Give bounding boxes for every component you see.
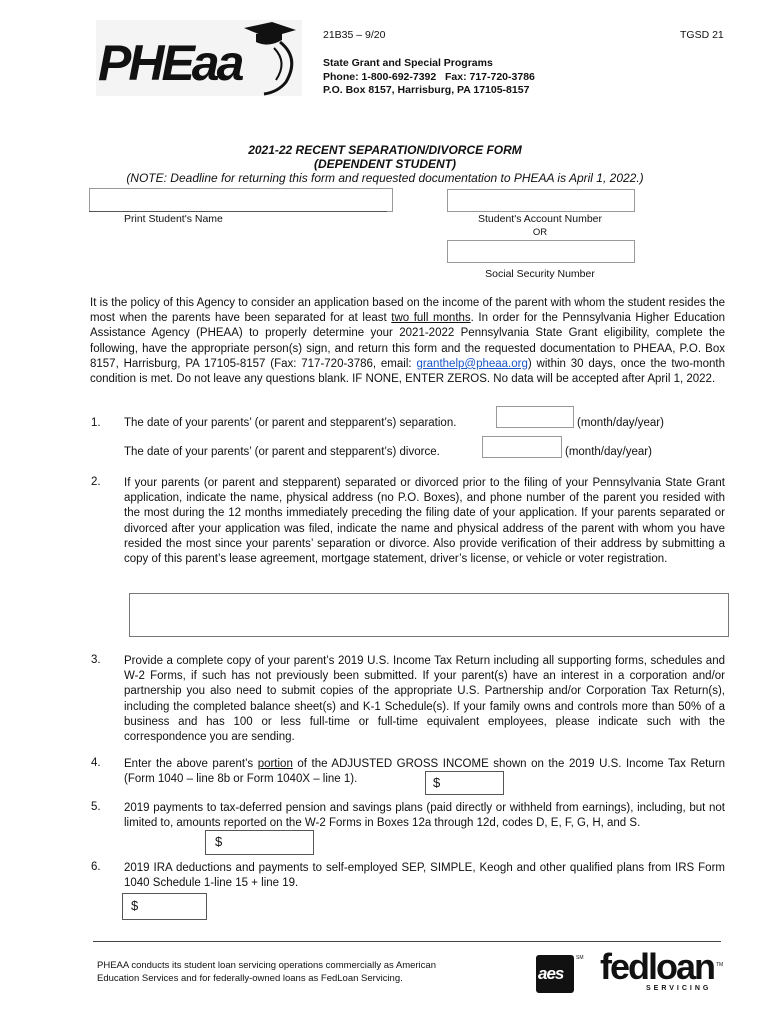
intro-part2: . In order for the Pennsylvania Higher Education Assistance Agency (PHEAA) to properly determine your 2021-2022 Pennsylvania State Grant eligibility, complete the following, have the appropriate person(s) sign, and return this form and the requested documentation to PHEAA, P.O. Box 8157, Harrisburg, PA 17105-8157 (Fax: 717-720-3786, email: xyxy=(90,312,725,370)
ssn-input[interactable] xyxy=(447,240,635,263)
org-name: State Grant and Special Programs xyxy=(323,57,493,69)
account-number-label: Student's Account Number xyxy=(478,213,602,225)
q2-number: 2. xyxy=(91,476,101,488)
separation-date-format: (month/day/year) xyxy=(577,417,664,429)
fedloan-logo: fedloan xyxy=(600,946,715,987)
ira-currency: $ xyxy=(131,898,139,913)
aes-logo-text: aes xyxy=(538,964,564,983)
name-underline xyxy=(89,211,387,212)
pension-input[interactable] xyxy=(205,830,314,855)
parent-info-input[interactable] xyxy=(129,593,729,637)
footer-divider xyxy=(93,941,721,942)
fedloan-servicing: SERVICING xyxy=(646,985,712,992)
student-name-input[interactable] xyxy=(89,188,393,212)
q3-text: Provide a complete copy of your parent’s 2019 U.S. Income Tax Return including all supporting forms, schedules and W-2 Forms, if such has not previously been submitted. If your parent(s) have an interest in a corporation and/or partnership you also need to submit copies of the appropriate U.S. Partnership and/or Corporation Tax Return(s), including the completed balance sheet(s) and K-1 Schedule(s). If your family owns and controls more than 50% of a business and has 100 or less full-time or full-time equivalent employees, please indicate such with the correspondence you are sending. xyxy=(124,655,725,744)
aes-mark: SM xyxy=(576,955,584,961)
q5-text: 2019 payments to tax-deferred pension and savings plans (paid directly or withheld from earnings), including, but not limited to, amounts reported on the W-2 Forms in Boxes 12a through 12d, codes D, E, F, G, H, and S. xyxy=(124,802,725,830)
account-number-input[interactable] xyxy=(447,189,635,212)
agi-currency: $ xyxy=(433,775,441,790)
q6-number: 6. xyxy=(91,861,101,873)
agi-input[interactable] xyxy=(425,771,504,795)
q4-underlined: portion xyxy=(257,758,293,770)
q1-separation-text: The date of your parents’ (or parent and stepparent’s) separation. xyxy=(124,417,457,429)
deadline-note: (NOTE: Deadline for returning this form and requested documentation to PHEAA is April 1, 2022.) xyxy=(126,171,644,185)
divorce-date-input[interactable] xyxy=(482,436,562,458)
fedloan-mark: TM xyxy=(716,962,724,968)
address-line: P.O. Box 8157, Harrisburg, PA 17105-8157 xyxy=(323,84,530,96)
q3-number: 3. xyxy=(91,654,101,666)
aes-logo xyxy=(536,955,574,993)
footer-line2: Education Services and for federally-owned loans as FedLoan Servicing. xyxy=(97,973,403,984)
or-label: OR xyxy=(532,227,548,238)
q4-part1: Enter the above parent’s xyxy=(124,758,258,770)
email-link[interactable]: granthelp@pheaa.org xyxy=(416,357,528,370)
q1-number: 1. xyxy=(91,417,101,429)
divorce-date-format: (month/day/year) xyxy=(565,446,652,458)
intro-paragraph xyxy=(90,296,725,387)
logo-text: PHEaa xyxy=(98,35,242,91)
q4-part2: of the ADJUSTED GROSS INCOME shown on the 2019 U.S. Income Tax Return (Form 1040 – line 8b or Form 1040X – line 1). xyxy=(124,758,725,786)
intro-part1: It is the policy of this Agency to consider an application based on the income of the parent with whom the student resides the most when the parents have been separated for at least xyxy=(90,297,725,325)
ira-input[interactable] xyxy=(122,893,207,920)
separation-date-input[interactable] xyxy=(496,406,574,428)
pension-currency: $ xyxy=(215,834,223,849)
form-subtitle: (DEPENDENT STUDENT) xyxy=(313,157,456,171)
form-title: 2021-22 RECENT SEPARATION/DIVORCE FORM xyxy=(248,143,522,157)
student-name-label: Print Student's Name xyxy=(124,213,223,225)
form-code: 21B35 – 9/20 xyxy=(323,29,386,41)
q5-number: 5. xyxy=(91,801,101,813)
phone-line: Phone: 1-800-692-7392 Fax: 717-720-3786 xyxy=(323,71,535,83)
q6-text: 2019 IRA deductions and payments to self-employed SEP, SIMPLE, Keogh and other qualified plans from IRS Form 1040 Schedule 1-line 15 + line 19. xyxy=(124,862,725,890)
q1-divorce-text: The date of your parents’ (or parent and stepparent’s) divorce. xyxy=(124,446,440,458)
q4-number: 4. xyxy=(91,757,101,769)
pheaa-logo xyxy=(96,20,302,96)
intro-part3: ) within 30 days, once the two-month condition is met. Do not leave any questions blank. IF NONE, ENTER ZEROS. No data will be accepted after April 1, 2022. xyxy=(90,357,726,386)
footer-line1: PHEAA conducts its student loan servicing operations commercially as American xyxy=(97,960,436,971)
form-id: TGSD 21 xyxy=(680,29,724,41)
intro-underlined: two full months xyxy=(391,312,471,325)
ssn-label: Social Security Number xyxy=(485,268,595,280)
q2-text: If your parents (or parent and stepparent) separated or divorced prior to the filing of your Pennsylvania State Grant application, indicate the name, physical address (no P.O. Boxes), and phone number of the parent you resided with the most during the 12 months immediately preceding the filing date of your application. If your parents separated or divorced after your application was filed, indicate the name and physical address of the parent with whom you have resided the most since your parents’ separation or divorce. Also provide verification of their address by submitting a copy of this parent’s lease agreement, mortgage statement, driver’s license, or vehicle or voter registration. xyxy=(124,477,725,566)
